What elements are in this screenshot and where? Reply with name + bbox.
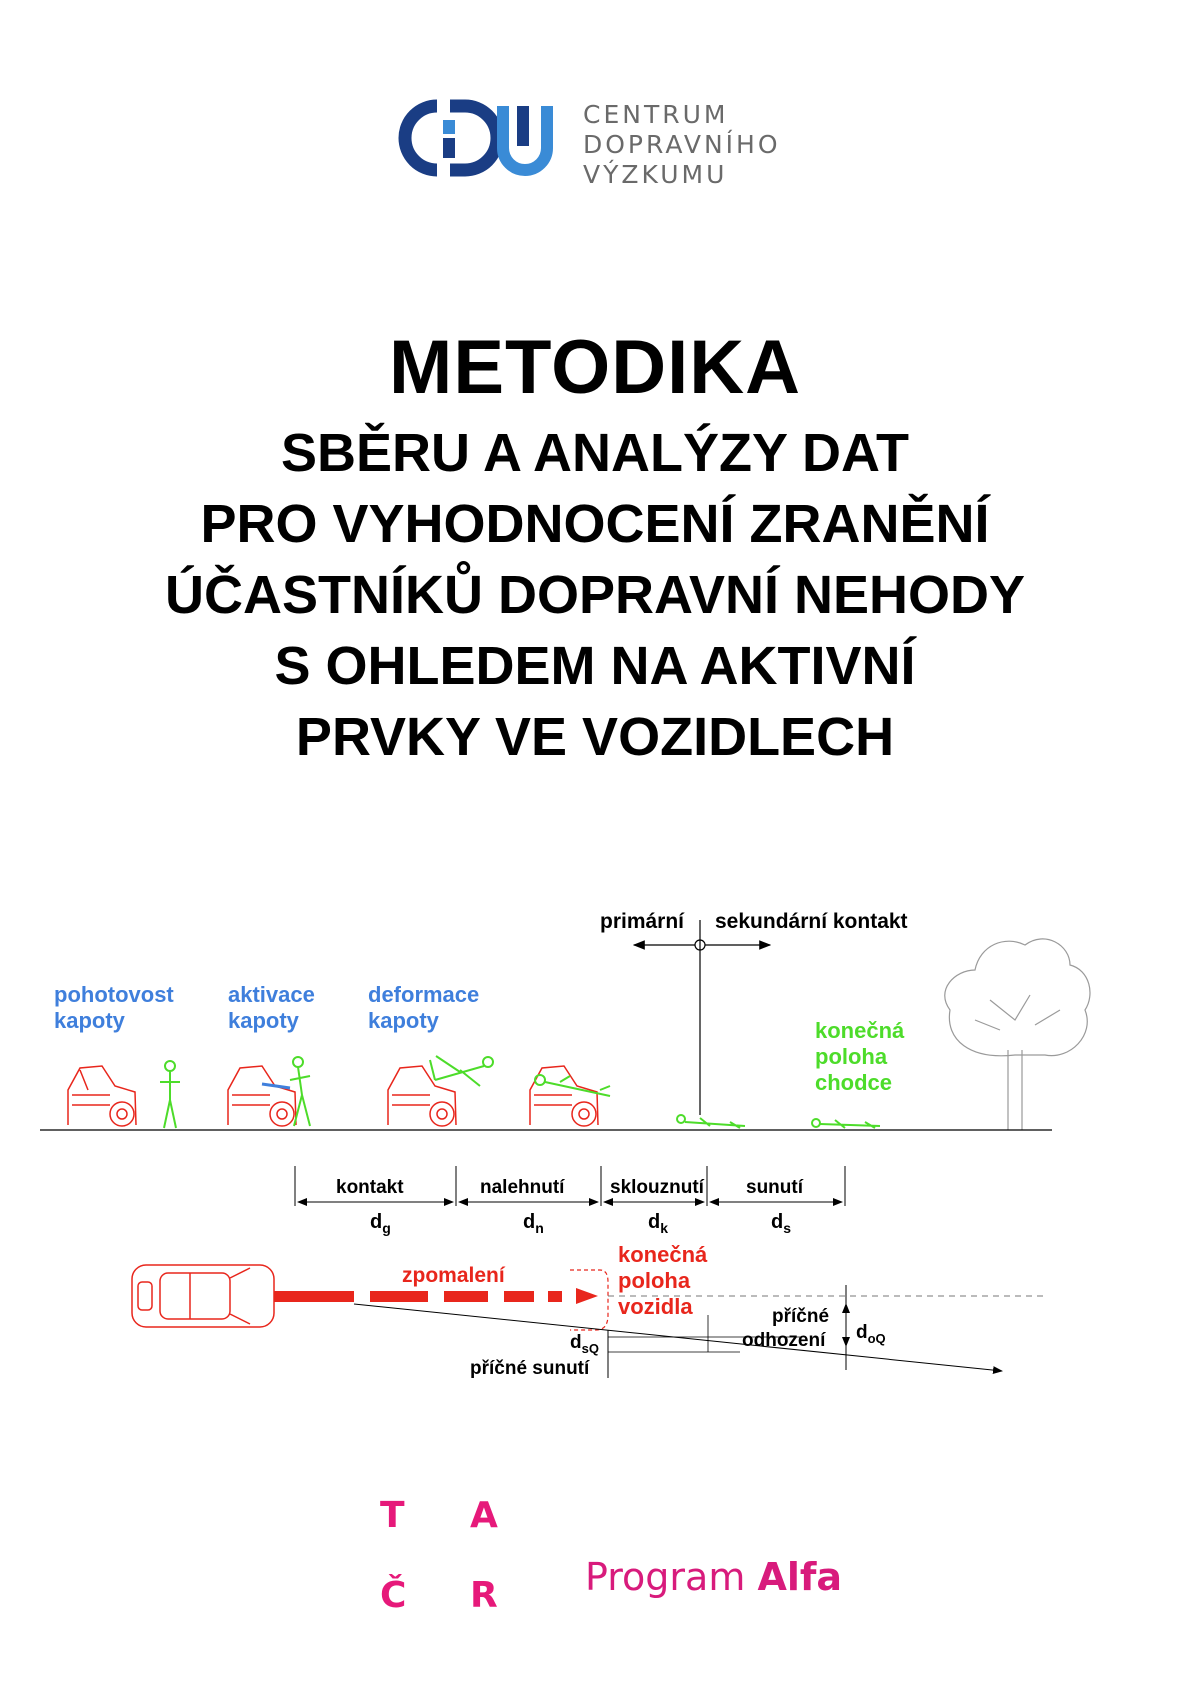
- phase-label-lean: nalehnutí: [480, 1177, 565, 1198]
- title-subtitle: [0, 418, 1190, 773]
- secondary-contact-label: sekundární kontakt: [715, 910, 908, 933]
- logo-line-1: CENTRUM: [583, 100, 729, 129]
- title-line-3: ÚČASTNÍKŮ DOPRAVNÍ NEHODY: [164, 565, 1026, 625]
- car-side-3: [388, 1066, 456, 1126]
- phase-symbol-dn: $d_n$: [523, 1211, 544, 1236]
- pedestrian-flying: [430, 1056, 493, 1086]
- deceleration-dashes: [370, 1288, 598, 1304]
- stage-label-3a: deformace: [368, 982, 480, 1007]
- throw-symbol-doq: $d_{oQ}$: [856, 1322, 886, 1346]
- document-title: [0, 318, 1190, 773]
- final-vehicle-3: vozidla: [618, 1294, 693, 1319]
- phase-label-push: sunutí: [746, 1177, 803, 1198]
- pedestrian-standing: [160, 1061, 180, 1128]
- stage-label-2a: aktivace: [228, 982, 315, 1007]
- final-pedestrian-2: poloha: [815, 1044, 888, 1069]
- title-line-5: PRVKY VE VOZIDLECH: [295, 707, 895, 767]
- tacr-letter-a: A: [470, 1495, 498, 1536]
- vehicle-final-outline: [570, 1270, 608, 1330]
- tacr-footer: [380, 1495, 860, 1625]
- cdv-logo-text: [583, 100, 781, 190]
- car-side-2: [228, 1066, 296, 1126]
- stage-label-2b: kapoty: [228, 1008, 299, 1033]
- phase-symbol-dk: $d_k$: [648, 1211, 669, 1236]
- program-name: Alfa: [757, 1555, 843, 1599]
- pedestrian-ground-2: [812, 1119, 880, 1128]
- cdv-logo-mark: [395, 98, 570, 178]
- car-side-1: [68, 1066, 136, 1126]
- car-top-view: [132, 1265, 274, 1327]
- final-vehicle-2: poloha: [618, 1268, 691, 1293]
- lateral-throw-line-1: příčné: [772, 1306, 830, 1327]
- phase-symbol-ds: $d_s$: [771, 1211, 792, 1236]
- cdv-logo: [395, 98, 795, 198]
- title-line-1: SBĚRU A ANALÝZY DAT: [280, 423, 909, 483]
- lateral-slide-label: příčné sunutí: [470, 1358, 590, 1379]
- stage-label-1b: kapoty: [54, 1008, 125, 1033]
- phase-label-slide: sklouznutí: [610, 1177, 704, 1198]
- title-line-4: S OHLEDEM NA AKTIVNÍ: [274, 636, 916, 696]
- lateral-throw-line-2: odhození: [742, 1330, 826, 1351]
- pedestrian-ground-1: [677, 1115, 745, 1128]
- primary-contact-label: primární: [600, 910, 685, 933]
- final-pedestrian-3: chodce: [815, 1070, 893, 1095]
- deceleration-label: zpomalení: [402, 1264, 505, 1287]
- stage-label-1a: pohotovost: [54, 982, 174, 1007]
- tacr-letter-t: T: [380, 1495, 405, 1536]
- stage-label-3b: kapoty: [368, 1008, 439, 1033]
- tree-icon: [945, 939, 1090, 1130]
- logo-line-3: VÝZKUMU: [583, 160, 728, 189]
- program-prefix: Program: [585, 1555, 746, 1599]
- phase-label-contact: kontakt: [336, 1177, 404, 1198]
- logo-line-2: DOPRAVNÍHO: [583, 130, 781, 159]
- tacr-letter-c: Č: [380, 1575, 407, 1616]
- final-pedestrian-1: konečná: [815, 1018, 905, 1043]
- title-line-2: PRO VYHODNOCENÍ ZRANĚNÍ: [200, 494, 990, 554]
- slide-symbol-dsq: $d_{sQ}$: [570, 1332, 599, 1356]
- deceleration-solid: [274, 1291, 354, 1302]
- title-main: METODIKA: [389, 325, 801, 410]
- phase-symbol-dg: $d_g$: [370, 1211, 391, 1236]
- final-vehicle-1: konečná: [618, 1242, 708, 1267]
- tacr-letter-r: R: [470, 1575, 498, 1616]
- collision-phases-diagram: [40, 890, 1150, 1390]
- program-alfa: [585, 1555, 842, 1599]
